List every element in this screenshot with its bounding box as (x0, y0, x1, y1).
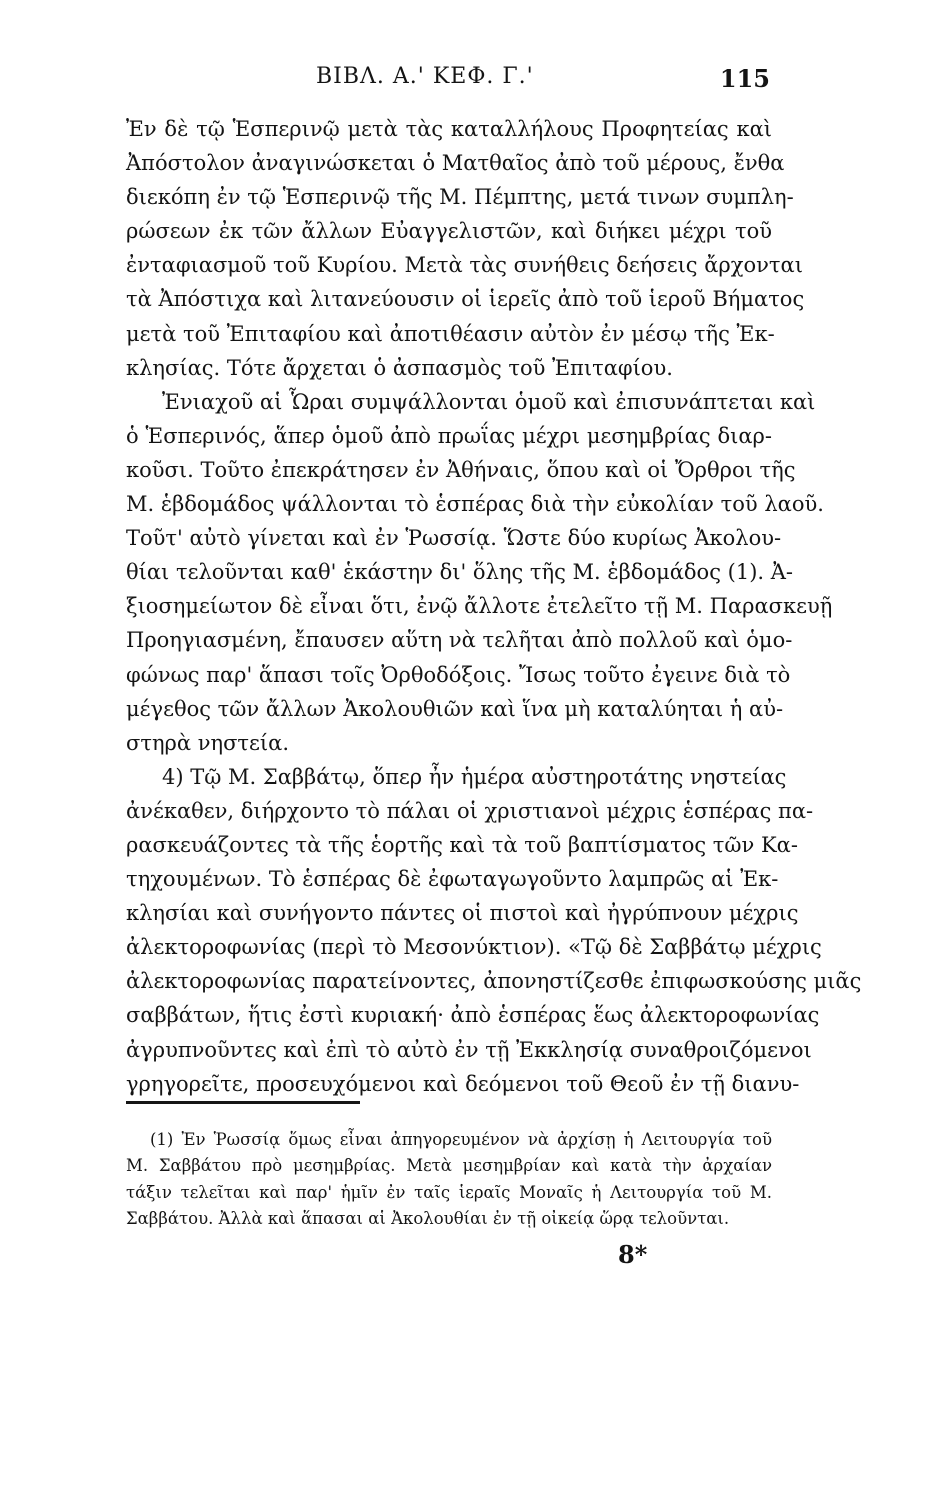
text-line: ἀνέκαθεν, διήρχοντο τὸ πάλαι οἱ χριστιανοὶ μέχρις ἑσπέρας πα- (126, 798, 814, 823)
text-line: ρώσεων ἐκ τῶν ἄλλων Εὐαγγελιστῶν, καὶ διήκει μέχρι τοῦ (126, 219, 772, 244)
text-line: σαββάτων, ἥτις ἐστὶ κυριακή· ἀπὸ ἑσπέρας ἕως ἀλεκτοροφωνίας (126, 1003, 820, 1028)
text-line: στηρὰ νηστεία. (126, 730, 290, 755)
footnote-line: Σαββάτου. Ἀλλὰ καὶ ἅπασαι αἱ Ἀκολουθίαι ἐν τῇ οἰκείᾳ ὥρᾳ τελοῦνται. (126, 1209, 730, 1229)
footnote-rule (126, 1101, 360, 1104)
footnote (126, 1127, 772, 1233)
text-line: Τοῦτ' αὐτὸ γίνεται καὶ ἐν Ῥωσσίᾳ. Ὥστε δύο κυρίως Ἀκολου- (126, 526, 782, 551)
text-line: φώνως παρ' ἅπασι τοῖς Ὀρθοδόξοις. Ἴσως τοῦτο ἐγεινε διὰ τὸ (126, 662, 791, 687)
text-line: ἀλεκτοροφωνίας παρατείνοντες, ἀπονηστίζεσθε ἐπιφωσκούσης μιᾶς (126, 969, 862, 994)
text-line: Ἀπόστολον ἀναγινώσκεται ὁ Ματθαῖος ἀπὸ τοῦ μέρους, ἔνθα (126, 151, 785, 176)
text-line: μέγεθος τῶν ἄλλων Ἀκολουθιῶν καὶ ἵνα μὴ καταλύηται ἡ αὐ- (126, 696, 784, 721)
text-line: 4) Τῷ Μ. Σαββάτῳ, ὅπερ ἦν ἡμέρα αὐστηροτάτης νηστείας (162, 764, 787, 789)
text-line: ρασκευάζοντες τὰ τῆς ἑορτῆς καὶ τὰ τοῦ βαπτίσματος τῶν Κα- (126, 832, 798, 857)
text-line: ξιοσημείωτον δὲ εἶναι ὅτι, ἐνῷ ἄλλοτε ἐτελεῖτο τῇ Μ. Παρασκευῇ (126, 594, 833, 619)
text-line: θίαι τελοῦνται καθ' ἑκάστην δι' ὅλης τῆς Μ. ἑβδομάδος (1). Ἀ- (126, 560, 793, 585)
footnote-line: (1) Ἐν Ῥωσσίᾳ ὅμως εἶναι ἀπηγορευμένον νὰ ἀρχίσῃ ἡ Λειτουργία τοῦ (150, 1130, 772, 1149)
text-line: κλησίας. Τότε ἄρχεται ὁ ἀσπασμὸς τοῦ Ἐπιταφίου. (126, 355, 673, 380)
text-line: κοῦσι. Τοῦτο ἐπεκράτησεν ἐν Ἀθήναις, ὅπου καὶ οἱ Ὄρθροι τῆς (126, 457, 796, 482)
footnote-line: τάξιν τελεῖται καὶ παρ' ἡμῖν ἐν ταῖς ἱεραῖς Μοναῖς ἡ Λειτουργία τοῦ Μ. (126, 1182, 772, 1202)
text-line: ἀλεκτοροφωνίας (περὶ τὸ Μεσονύκτιον). «Τῷ δὲ Σαββάτῳ μέχρις (126, 935, 822, 960)
text-line: ἐνταφιασμοῦ τοῦ Κυρίου. Μετὰ τὰς συνήθεις δεήσεις ἄρχονται (126, 253, 803, 278)
text-line: Ἐν δὲ τῷ Ἑσπερινῷ μετὰ τὰς καταλλήλους Προφητείας καὶ (126, 117, 772, 141)
text-line: γρηγορεῖτε, προσευχόμενοι καὶ δεόμενοι τοῦ Θεοῦ ἐν τῇ διανυ- (126, 1071, 800, 1096)
text-line: Ἐνιαχοῦ αἱ Ὧραι συμψάλλονται ὁμοῦ καὶ ἐπισυνάπτεται καὶ (162, 389, 816, 414)
text-line: Προηγιασμένη, ἔπαυσεν αὕτη νὰ τελῆται ἀπὸ πολλοῦ καὶ ὁμο- (126, 628, 793, 653)
text-line: μετὰ τοῦ Ἐπιταφίου καὶ ἀποτιθέασιν αὐτὸν ἐν μέσῳ τῆς Ἐκ- (126, 321, 775, 346)
text-line: τὰ Ἀπόστιχα καὶ λιτανεύουσιν οἱ ἱερεῖς ἀπὸ τοῦ ἱεροῦ Βήματος (126, 287, 805, 312)
text-line: διεκόπη ἐν τῷ Ἑσπερινῷ τῆς Μ. Πέμπτης, μετά τινων συμπλη- (126, 185, 794, 210)
text-line: ὁ Ἑσπερινός, ἅπερ ὁμοῦ ἀπὸ πρωΐας μέχρι μεσημβρίας διαρ- (126, 423, 772, 448)
text-line: κλησίαι καὶ συνήγοντο πάντες οἱ πιστοὶ καὶ ἠγρύπνουν μέχρις (126, 901, 799, 926)
page-header (300, 64, 770, 96)
text-line: ἀγρυπνοῦντες καὶ ἐπὶ τὸ αὐτὸ ἐν τῇ Ἐκκλησίᾳ συναθροιζόμενοι (126, 1037, 812, 1062)
running-head: ΒΙΒΛ. Α.' ΚΕΦ. Γ.' (316, 64, 534, 89)
main-text (126, 112, 862, 1101)
page-number: 115 (719, 64, 770, 93)
text-line: Μ. ἑβδομάδος ψάλλονται τὸ ἑσπέρας διὰ τὴν εὐκολίαν τοῦ λαοῦ. (126, 492, 824, 517)
text-line: τηχουμένων. Τὸ ἑσπέρας δὲ ἐφωταγωγοῦντο λαμπρῶς αἱ Ἐκ- (126, 867, 779, 892)
footnote-line: Μ. Σαββάτου πρὸ μεσημβρίας. Μετὰ μεσημβρίαν καὶ κατὰ τὴν ἀρχαίαν (126, 1156, 772, 1176)
signature-mark: 8* (618, 1240, 648, 1269)
